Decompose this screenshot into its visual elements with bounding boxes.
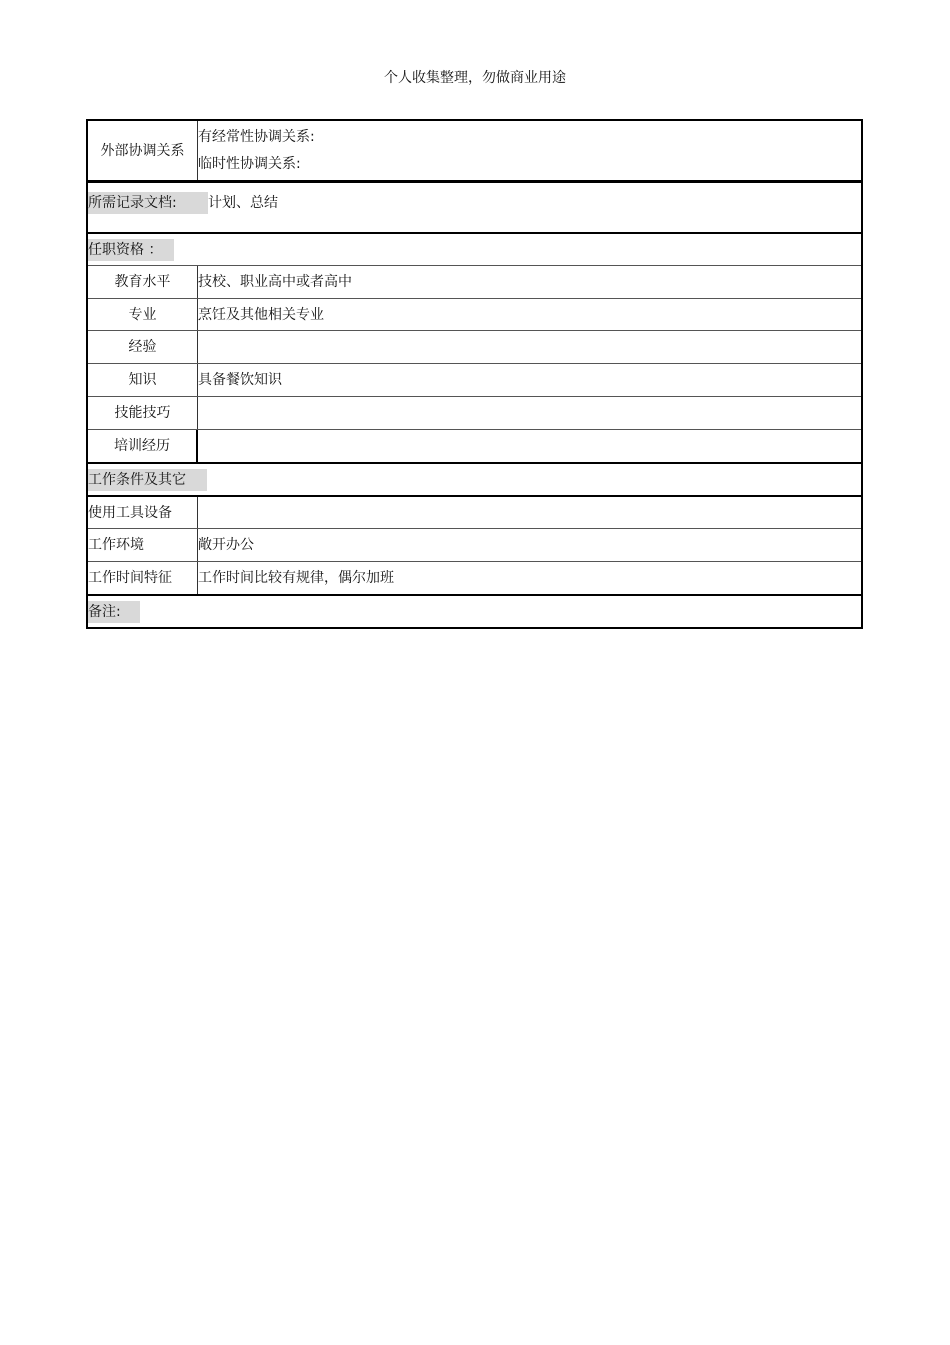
qualification-row-major: [88, 298, 861, 330]
conditions-title: 工作条件及其它: [88, 469, 207, 491]
skills-value: [198, 397, 861, 429]
training-value: [198, 430, 861, 462]
job-description-table: [86, 119, 863, 629]
documents-row: [88, 180, 861, 232]
major-value: 烹饪及其他相关专业: [198, 306, 324, 323]
qualification-row-experience: [88, 330, 861, 363]
knowledge-value: 具备餐饮知识: [198, 372, 282, 388]
conditions-title-row: [88, 462, 861, 495]
environment-label: 工作环境: [88, 529, 198, 561]
condition-row-work-hours: [88, 561, 861, 594]
notes-section: [88, 596, 861, 627]
experience-value: [198, 331, 861, 363]
condition-row-environment: [88, 528, 861, 561]
tools-value: [198, 497, 861, 528]
documents-label: 所需记录文档:: [88, 192, 208, 214]
tools-label: 使用工具设备: [88, 497, 198, 528]
work-hours-value: 工作时间比较有规律，偶尔加班: [198, 570, 394, 586]
qualification-row-knowledge: [88, 363, 861, 396]
training-label: 培训经历: [88, 430, 198, 462]
external-coordination-row: [88, 121, 861, 180]
header-note: 个人收集整理，勿做商业用途: [384, 70, 566, 86]
skills-label: 技能技巧: [88, 397, 198, 429]
regular-coordination-text: 有经常性协调关系:: [198, 128, 315, 145]
external-coordination-label: 外部协调关系: [88, 121, 198, 180]
notes-row: [88, 594, 861, 627]
condition-row-tools: [88, 495, 861, 528]
external-coordination-values: [198, 121, 861, 180]
qualification-row-education: [88, 265, 861, 298]
qualification-row-skills: [88, 396, 861, 429]
education-label: 教育水平: [88, 266, 198, 298]
major-label: 专业: [88, 299, 198, 330]
notes-label: 备注:: [88, 601, 140, 623]
qualifications-section: [88, 234, 861, 265]
experience-label: 经验: [88, 331, 198, 363]
conditions-section: [88, 464, 861, 495]
documents-section: [88, 183, 861, 232]
work-hours-label: 工作时间特征: [88, 562, 198, 594]
environment-value: 敞开办公: [198, 537, 254, 553]
temporary-coordination-text: 临时性协调关系:: [198, 156, 301, 173]
documents-value: 计划、总结: [208, 195, 278, 211]
qualifications-title-row: [88, 232, 861, 265]
knowledge-label: 知识: [88, 364, 198, 396]
education-value: 技校、职业高中或者高中: [198, 274, 352, 290]
qualification-row-training: [88, 429, 861, 462]
qualifications-title: 任职资格 ：: [88, 239, 174, 261]
